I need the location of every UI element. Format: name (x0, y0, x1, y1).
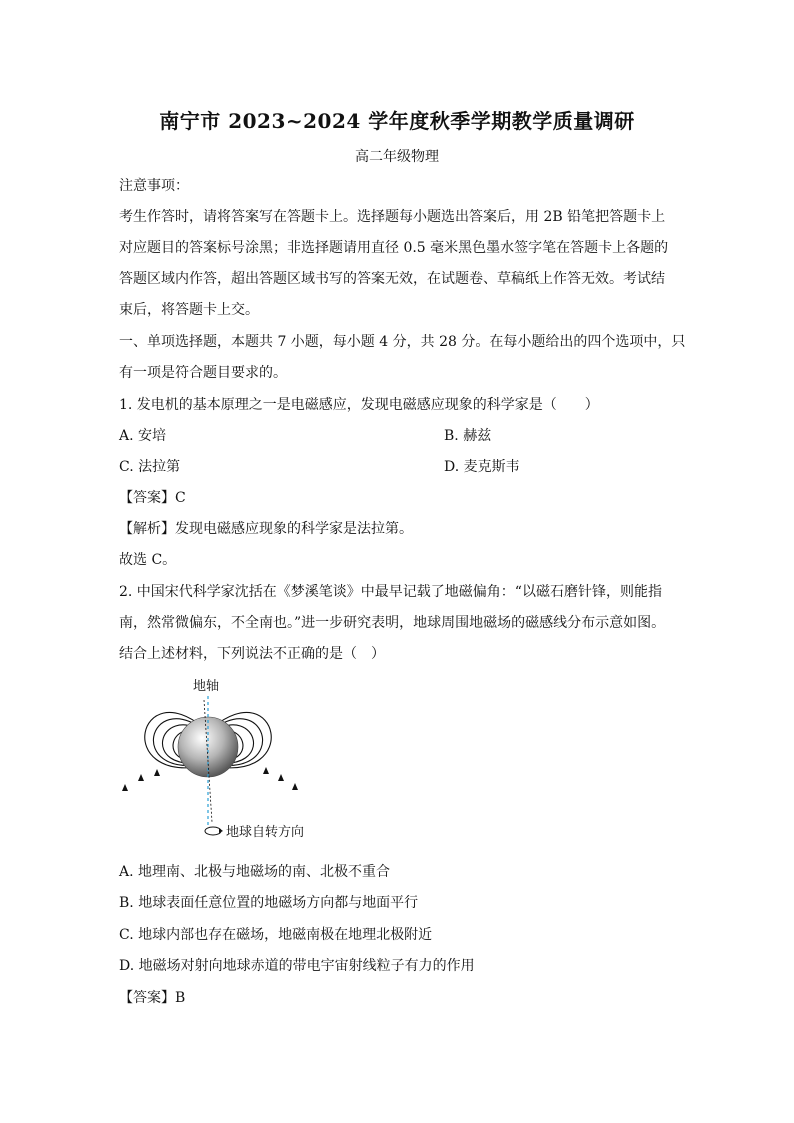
notice-line: 答题区域内作答，超出答题区域书写的答案无效，在试题卷、草稿纸上作答无效。考试结 (119, 271, 665, 287)
q1-option-a: A. 安培 (119, 428, 167, 444)
rotation-direction-icon (205, 827, 221, 835)
geomagnetic-field-figure (118, 678, 348, 843)
q2-stem-line: 结合上述材料，下列说法不正确的是（ ） (119, 646, 385, 662)
q1-analysis: 【解析】发现电磁感应现象的科学家是法拉第。 (119, 521, 413, 537)
notice-line: 对应题目的答案标号涂黑；非选择题请用直径 0.5 毫米黑色墨水签字笔在答题卡上各题的 (119, 240, 669, 256)
q2-option-b: B. 地球表面任意位置的地磁场方向都与地面平行 (119, 895, 419, 911)
page-title: 南宁市 2023~2024 学年度秋季学期教学质量调研 (159, 109, 635, 133)
q1-answer: 【答案】C (119, 490, 186, 506)
q2-option-a: A. 地理南、北极与地磁场的南、北极不重合 (119, 864, 391, 880)
q1-option-c: C. 法拉第 (119, 459, 181, 475)
q2-stem-line: 2. 中国宋代科学家沈括在《梦溪笔谈》中最早记载了地磁偏角：“以磁石磨针锋，则能指 (119, 584, 662, 600)
q2-stem-line: 南，然常微偏东，不全南也。”进一步研究表明，地球周围地磁场的磁感线分布示意如图。 (119, 615, 666, 631)
q2-option-c: C. 地球内部也存在磁场，地磁南极在地理北极附近 (119, 927, 433, 943)
q1-stem: 1. 发电机的基本原理之一是电磁感应，发现电磁感应现象的科学家是（ ） (119, 397, 599, 413)
notice-heading: 注意事项： (119, 178, 189, 194)
notice-line: 考生作答时，请将答案写在答题卡上。选择题每小题选出答案后，用 2B 铅笔把答题卡上 (119, 209, 666, 225)
q2-option-d: D. 地磁场对射向地球赤道的带电宇宙射线粒子有力的作用 (119, 958, 475, 974)
q1-conclusion: 故选 C。 (119, 552, 177, 568)
section-heading: 有一项是符合题目要求的。 (119, 365, 287, 381)
axis-label: 地轴 (193, 679, 220, 694)
section-heading: 一、单项选择题，本题共 7 小题，每小题 4 分，共 28 分。在每小题给出的四个选项中，只 (119, 334, 686, 350)
notice-line: 束后，将答题卡上交。 (119, 302, 259, 318)
q2-answer: 【答案】B (119, 990, 186, 1006)
page-subtitle: 高二年级物理 (355, 149, 439, 165)
q1-option-b: B. 赫兹 (444, 428, 492, 444)
rotation-label: 地球自转方向 (226, 825, 305, 840)
q1-option-d: D. 麦克斯韦 (444, 459, 520, 475)
